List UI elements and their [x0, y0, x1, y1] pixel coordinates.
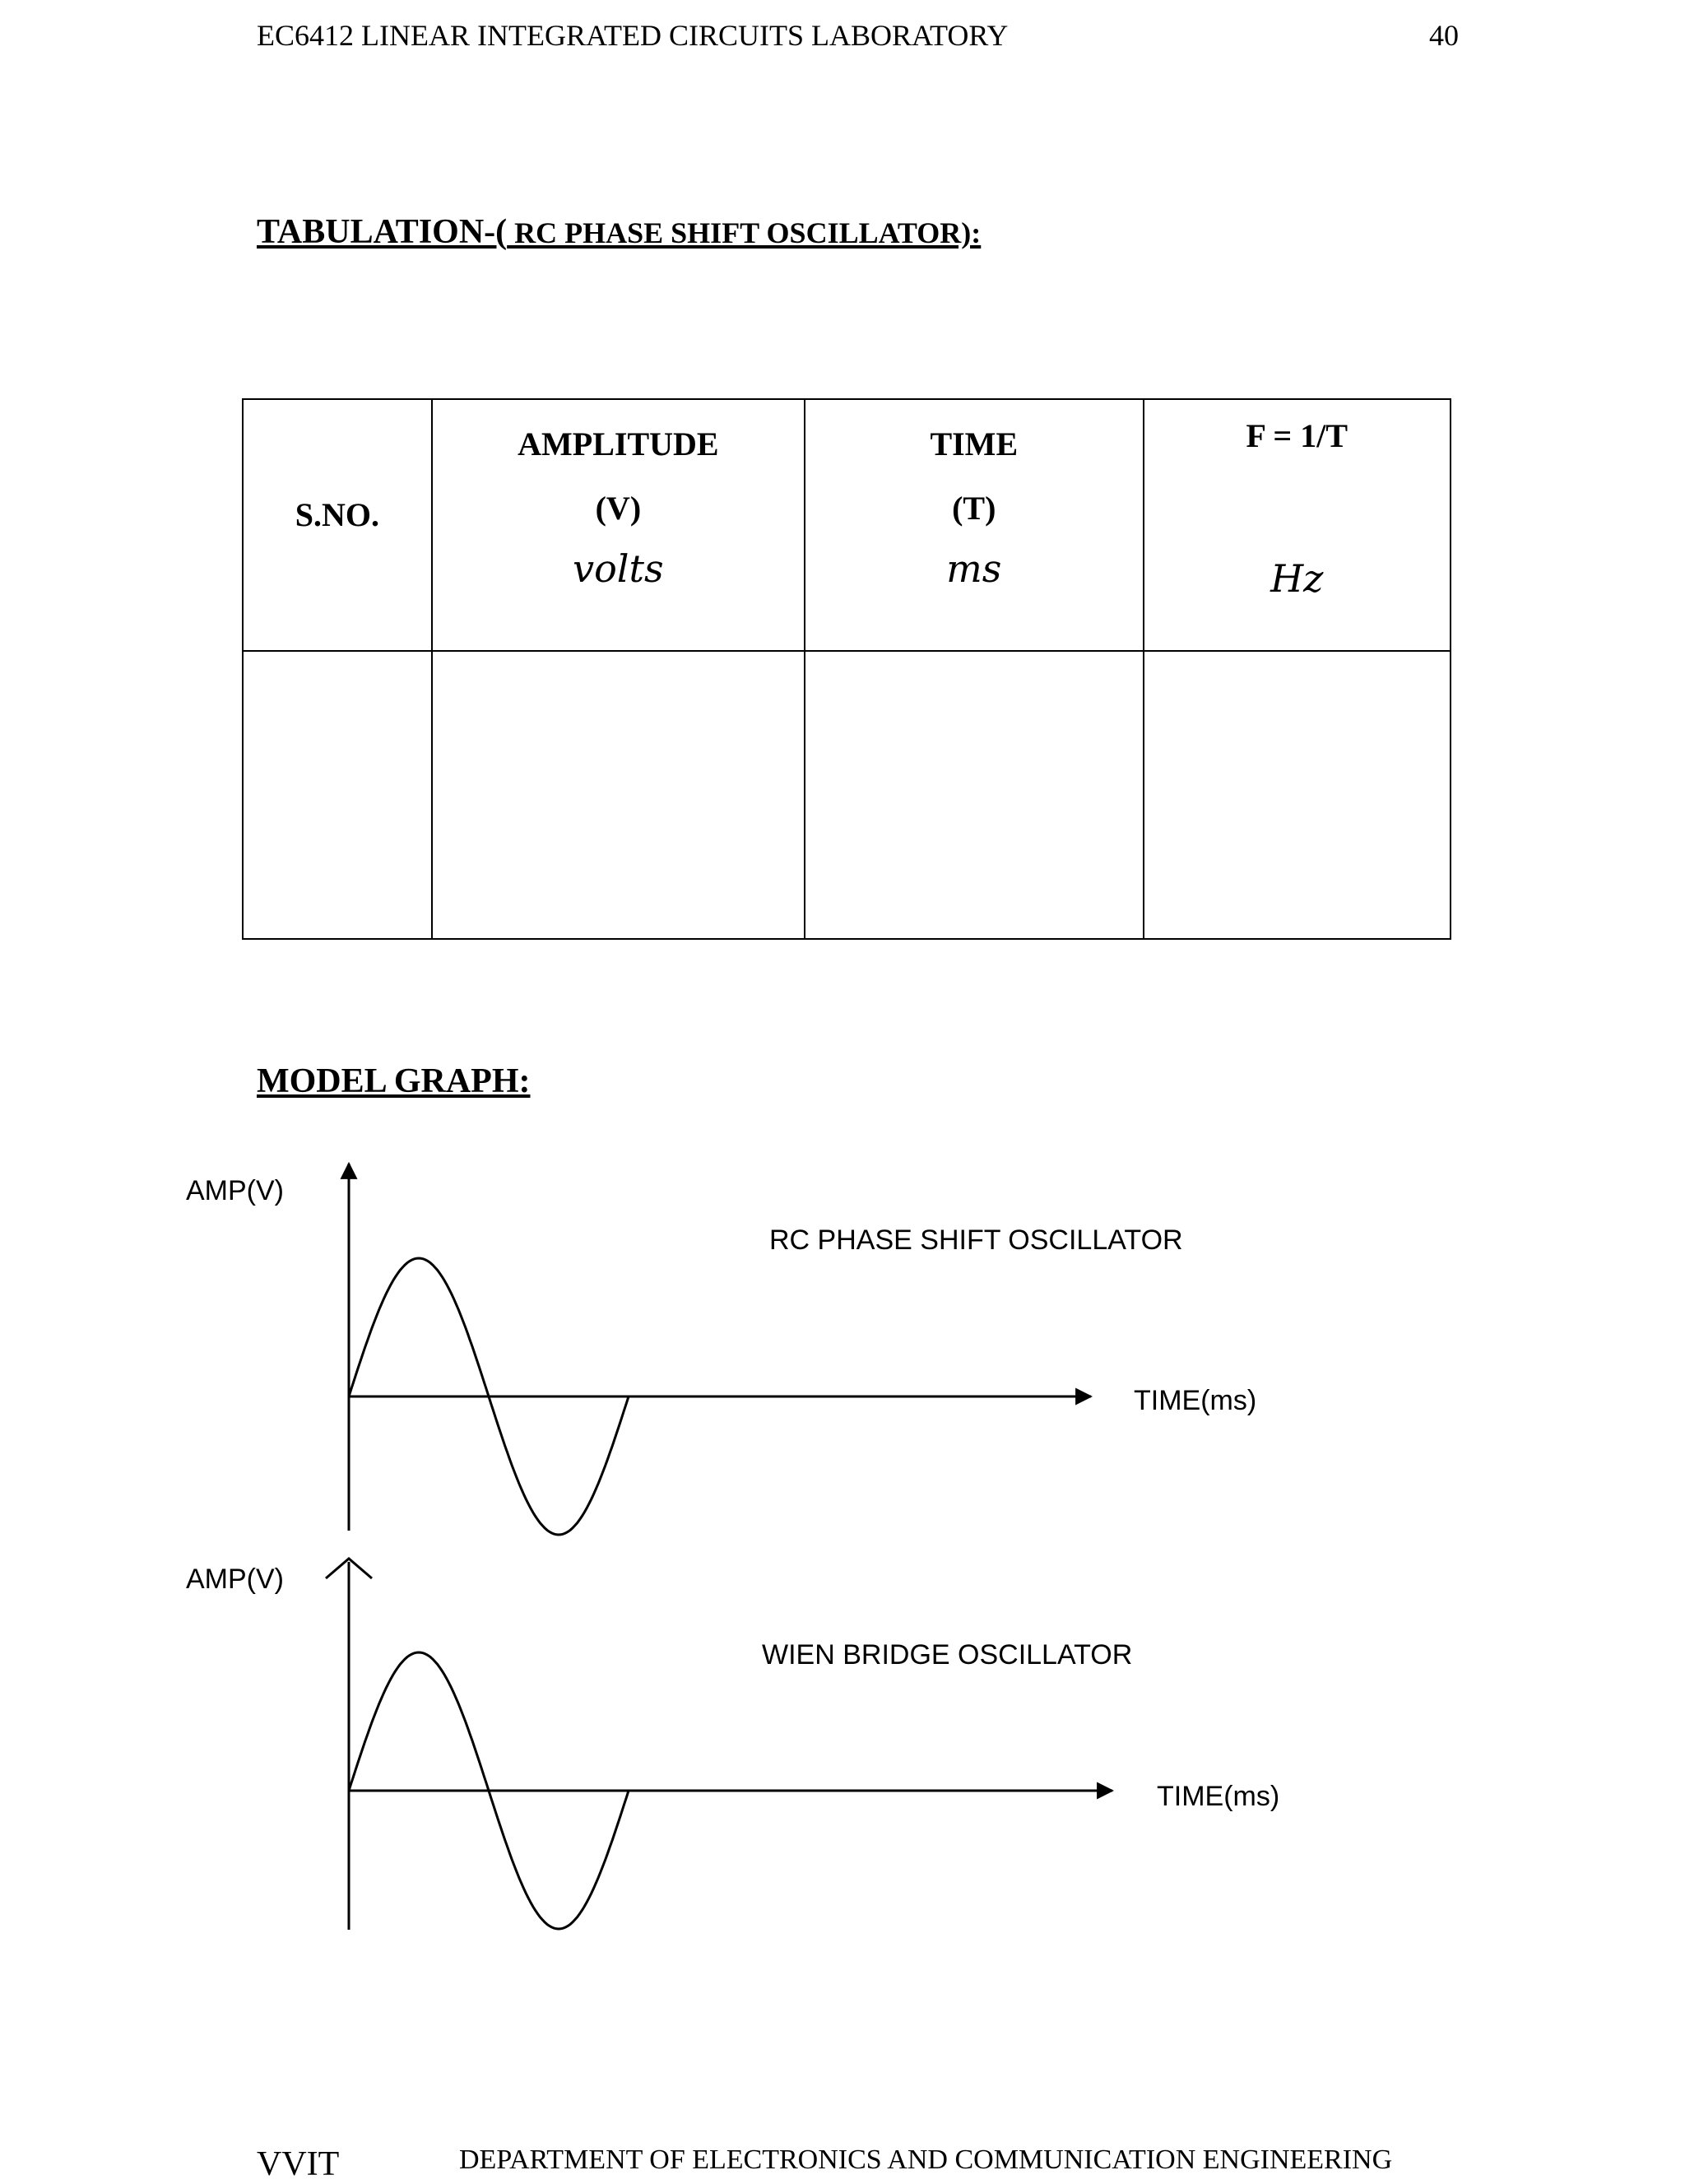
column-label: TIME	[930, 425, 1019, 462]
footer-department: DEPARTMENT OF ELECTRONICS AND COMMUNICATION ENGINEERING	[459, 2145, 1393, 2175]
column-label: AMPLITUDE	[518, 425, 719, 462]
course-title: EC6412 LINEAR INTEGRATED CIRCUITS LABORATORY	[257, 19, 1009, 52]
table-cell	[1144, 651, 1451, 939]
column-symbol: (T)	[952, 490, 996, 527]
column-unit: Hz	[1270, 556, 1324, 601]
column-unit: ms	[946, 546, 1002, 591]
header-cell-frequency	[1144, 399, 1451, 651]
graph-rc-phase-shift	[186, 1164, 1256, 1535]
header-cell-amplitude	[432, 399, 805, 651]
chart-title: RC PHASE SHIFT OSCILLATOR	[769, 1224, 1183, 1256]
y-axis-label: AMP(V)	[186, 1564, 284, 1595]
graph-wien-bridge	[186, 1559, 1279, 1930]
x-axis-label: TIME(ms)	[1134, 1385, 1257, 1416]
footer-institution: VVIT	[257, 2145, 340, 2183]
table-cell	[432, 651, 805, 939]
header-cell-time	[805, 399, 1143, 651]
table-cell	[243, 651, 432, 939]
column-unit: volts	[573, 546, 664, 591]
table-header-row	[243, 399, 1451, 651]
table-cell	[805, 651, 1143, 939]
tabulation-title-main: TABULATION-(	[257, 213, 508, 251]
x-axis-label: TIME(ms)	[1157, 1781, 1280, 1812]
model-graph	[0, 1144, 1685, 1950]
column-symbol: (V)	[595, 490, 642, 527]
chart-title: WIEN BRIDGE OSCILLATOR	[762, 1639, 1133, 1671]
tabulation-title	[257, 212, 981, 252]
header-cell-sno	[243, 399, 432, 651]
page-number: 40	[1429, 19, 1459, 52]
column-label: S.NO.	[295, 496, 379, 533]
column-label: F = 1/T	[1246, 417, 1348, 454]
tabulation-title-sub: RC PHASE SHIFT OSCILLATOR):	[507, 216, 982, 249]
model-graph-title: MODEL GRAPH:	[257, 1062, 531, 1100]
y-axis-label: AMP(V)	[186, 1175, 284, 1206]
table-row	[243, 651, 1451, 939]
tabulation-table	[242, 398, 1451, 940]
